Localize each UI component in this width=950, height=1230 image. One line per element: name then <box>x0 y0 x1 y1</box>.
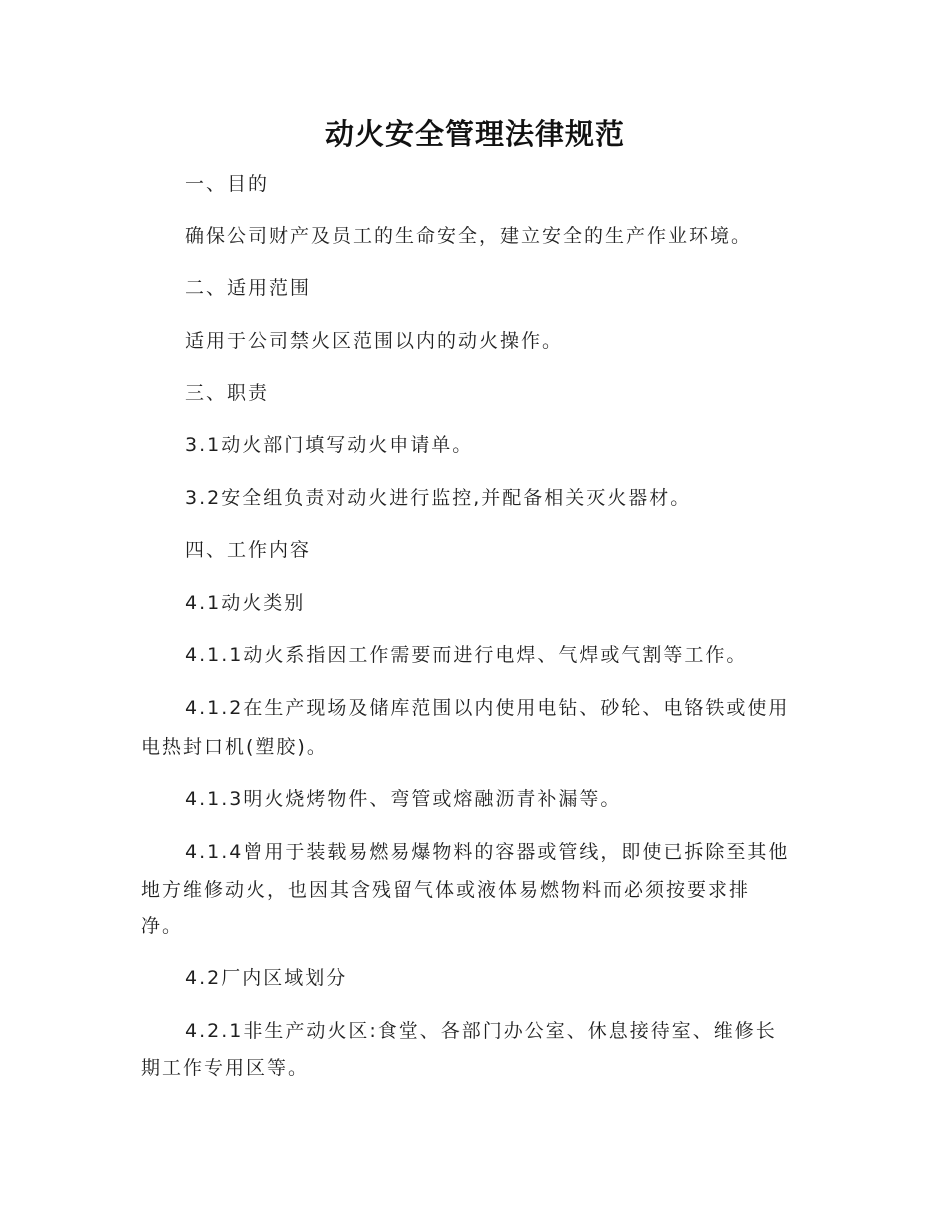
section-heading-scope: 二、适用范围 <box>185 277 312 299</box>
paragraph-4-1-4-line2: 地方维修动火，也因其含残留气体或液体易燃物料而必须按要求排 <box>141 879 751 901</box>
paragraph-scope: 适用于公司禁火区范围以内的动火操作。 <box>185 330 564 352</box>
paragraph-4-2-1-line1: 4.2.1非生产动火区:食堂、各部门办公室、休息接待室、维修长 <box>185 1020 777 1042</box>
paragraph-4-1-4-line3: 净。 <box>141 915 184 937</box>
section-heading-work: 四、工作内容 <box>185 539 312 561</box>
paragraph-purpose: 确保公司财产及员工的生命安全，建立安全的生产作业环境。 <box>185 225 753 247</box>
paragraph-duty-3-1: 3.1动火部门填写动火申请单。 <box>185 434 474 456</box>
section-heading-purpose: 一、目的 <box>185 173 270 195</box>
paragraph-4-1-4-line1: 4.1.4曾用于装载易燃易爆物料的容器或管线，即使已拆除至其他 <box>185 841 790 863</box>
paragraph-duty-3-2: 3.2安全组负责对动火进行监控,并配备相关灭火器材。 <box>185 487 692 509</box>
section-heading-duties: 三、职责 <box>185 382 270 404</box>
subheading-4-1: 4.1动火类别 <box>185 592 306 614</box>
paragraph-4-1-2-line2: 电热封口机(塑胶)。 <box>141 736 328 758</box>
subheading-4-2: 4.2厂内区域划分 <box>185 967 348 989</box>
paragraph-4-1-3: 4.1.3明火烧烤物件、弯管或熔融沥青补漏等。 <box>185 788 622 810</box>
document-title: 动火安全管理法律规范 <box>324 117 625 151</box>
paragraph-4-2-1-line2: 期工作专用区等。 <box>141 1057 310 1079</box>
paragraph-4-1-1: 4.1.1动火系指因工作需要而进行电焊、气焊或气割等工作。 <box>185 644 748 666</box>
paragraph-4-1-2-line1: 4.1.2在生产现场及储库范围以内使用电钻、砂轮、电铬铁或使用 <box>185 697 790 719</box>
